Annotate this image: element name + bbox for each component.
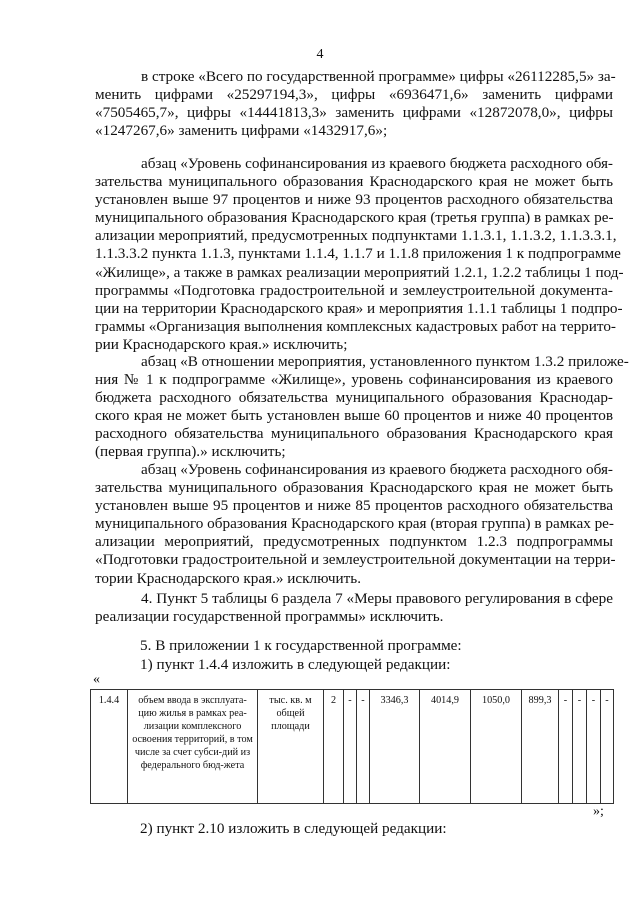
text-line: в строке «Всего по государственной программе» цифры «26112285,5» за- bbox=[141, 68, 616, 85]
text-line: установлен выше 95 процентов и ниже 85 процентов расходного обязательства bbox=[95, 497, 613, 515]
cell-empty: - bbox=[344, 690, 357, 804]
text-line: абзац «Уровень софинансирования из краевого бюджета расходного обя- bbox=[141, 155, 613, 172]
text-line: ского края не может быть установлен выше 60 процентов и ниже 40 процентов bbox=[95, 407, 613, 425]
text-line: тории Краснодарского края.» исключить. bbox=[95, 569, 362, 587]
text-line: ализации мероприятий, предусмотренных подпунктом 1.2.3 подпрограммы bbox=[95, 533, 613, 551]
text-line: 4. Пункт 5 таблицы 6 раздела 7 «Меры правового регулирования в сфере bbox=[141, 590, 613, 607]
text-line: зательства муниципального образования Краснодарского края не может быть bbox=[95, 173, 613, 191]
table-row bbox=[91, 690, 614, 804]
item-5-subitem-2: 2) пункт 2.10 изложить в следующей редакции: bbox=[140, 820, 447, 837]
text-line: установлен выше 97 процентов и ниже 93 процентов расходного обязательства bbox=[95, 191, 613, 209]
text-line: «Жилище», а также в рамках реализации мероприятий 1.2.1, 1.2.2 таблицы 1 под- bbox=[95, 263, 624, 281]
cell-description: объем ввода в эксплуата-цию жилья в рамках реа-лизации комплексного освоения территорий, в том числе за счет субси-дий из федерального бюд-жета bbox=[128, 690, 258, 804]
quote-close: »; bbox=[593, 804, 604, 819]
cell-value: 3346,3 bbox=[370, 690, 420, 804]
text-line: (первая группа).» исключить; bbox=[95, 443, 286, 461]
page-number: 4 bbox=[316, 47, 324, 62]
paragraph-3 bbox=[95, 353, 629, 462]
paragraph-1 bbox=[95, 68, 616, 140]
text-line: программы «Подготовка градостроительной и землеустроительной документа- bbox=[95, 281, 613, 299]
text-line: муниципального образования Краснодарского края (вторая группа) в рамках ре- bbox=[95, 515, 614, 533]
text-line: рии Краснодарского края.» исключить; bbox=[95, 335, 348, 353]
cell-empty: - bbox=[587, 690, 601, 804]
cell-value: 4014,9 bbox=[420, 690, 471, 804]
item-5-subitem-1: 1) пункт 1.4.4 изложить в следующей редакции: bbox=[140, 656, 451, 673]
cell-empty: - bbox=[601, 690, 614, 804]
paragraph-4 bbox=[95, 461, 616, 588]
text-line: абзац «В отношении мероприятия, установленного пунктом 1.3.2 приложе- bbox=[141, 353, 629, 370]
text-line: ализации мероприятий, предусмотренных подпунктами 1.1.3.1, 1.1.3.2, 1.1.3.3.1, bbox=[95, 227, 617, 245]
text-line: «Подготовки градостроительной и землеустроительной документации на терри- bbox=[95, 551, 616, 569]
cell-empty: - bbox=[573, 690, 587, 804]
cell-empty: - bbox=[357, 690, 370, 804]
indicator-table bbox=[90, 689, 614, 804]
paragraph-item-4 bbox=[95, 590, 613, 626]
text-line: бюджета расходного обязательства муниципального образования Краснодар- bbox=[95, 389, 613, 407]
text-line: расходного обязательства муниципального образования Краснодарского края bbox=[95, 425, 613, 443]
cell-empty: - bbox=[559, 690, 573, 804]
cell-code: 1.4.4 bbox=[91, 690, 128, 804]
item-5-title: 5. В приложении 1 к государственной программе: bbox=[140, 637, 462, 654]
cell-value: 899,3 bbox=[522, 690, 559, 804]
text-line: менить цифрами «25297194,3», цифры «6936471,6» заменить цифрами bbox=[95, 86, 613, 104]
cell-value: 1050,0 bbox=[471, 690, 522, 804]
text-line: муниципального образования Краснодарского края (третья группа) в рамках ре- bbox=[95, 209, 614, 227]
text-line: ния № 1 к подпрограмме «Жилище», уровень софинансирования из краевого bbox=[95, 371, 613, 389]
cell-status: 2 bbox=[324, 690, 344, 804]
text-line: «1247267,6» заменить цифрами «1432917,6»; bbox=[95, 122, 388, 140]
text-line: 1.1.3.3.2 пункта 1.1.3, пунктами 1.1.4, 1.1.7 и 1.1.8 приложения 1 к подпрограмме bbox=[95, 245, 621, 263]
text-line: реализации государственной программы» исключить. bbox=[95, 608, 444, 626]
text-line: граммы «Организация выполнения комплексных кадастровых работ на террито- bbox=[95, 317, 616, 335]
text-line: зательства муниципального образования Краснодарского края не может быть bbox=[95, 479, 613, 497]
cell-unit: тыс. кв. м общей площади bbox=[258, 690, 324, 804]
text-line: ции на территории Краснодарского края» и мероприятия 1.1.1 таблицы 1 подпро- bbox=[95, 299, 623, 317]
text-line: «7505465,7», цифры «14441813,3» заменить цифрами «12872078,0», цифры bbox=[95, 104, 613, 122]
paragraph-2 bbox=[95, 155, 624, 354]
text-line: абзац «Уровень софинансирования из краевого бюджета расходного обя- bbox=[141, 461, 613, 478]
quote-open: « bbox=[93, 672, 100, 687]
